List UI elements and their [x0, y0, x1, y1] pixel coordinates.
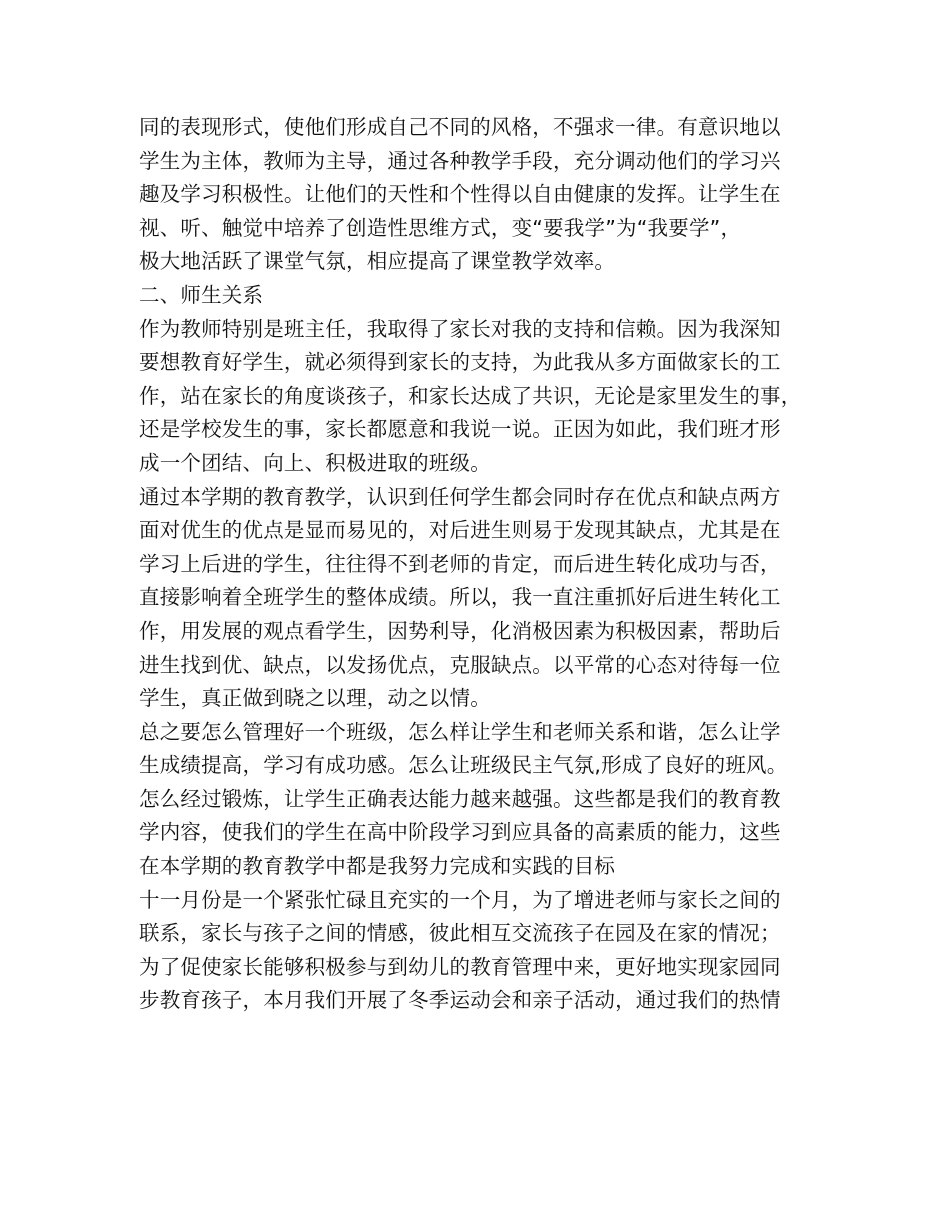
text-line: 为了促使家长能够积极参与到幼儿的教育管理中来，更好地实现家园同	[139, 954, 781, 979]
text-line: 怎么经过锻炼，让学生正确表达能力越来越强。这些都是我们的教育教	[139, 786, 781, 811]
text-line: 作，站在家长的角度谈孩子，和家长达成了共识，无论是家里发生的事，	[139, 383, 802, 408]
text-line: 成一个团结、向上、积极进取的班级。	[139, 450, 491, 475]
text-line: 总之要怎么管理好一个班级，怎么样让学生和老师关系和谐，怎么让学	[139, 719, 781, 744]
text-line: 面对优生的优点是显而易见的，对后进生则易于发现其缺点，尤其是在	[139, 518, 781, 543]
text-line: 生成绩提高，学习有成功感。怎么让班级民主气氛,形成了良好的班风。	[139, 753, 788, 778]
text-line: 进生找到优、缺点，以发扬优点，克服缺点。以平常的心态对待每一位	[139, 652, 781, 677]
text-line: 直接影响着全班学生的整体成绩。所以，我一直注重抓好后进生转化工	[139, 585, 781, 610]
text-line: 作，用发展的观点看学生，因势利导，化消极因素为积极因素，帮助后	[139, 618, 781, 643]
text-line: 在本学期的教育教学中都是我努力完成和实践的目标	[139, 854, 616, 879]
text-line: 十一月份是一个紧张忙碌且充实的一个月，为了增进老师与家长之间的	[139, 887, 781, 912]
text-line: 联系，家长与孩子之间的情感，彼此相互交流孩子在园及在家的情况；	[139, 921, 781, 946]
section-heading: 二、师生关系	[139, 282, 264, 307]
text-line: 极大地活跃了课堂气氛，相应提高了课堂教学效率。	[139, 249, 616, 274]
text-line: 步教育孩子，本月我们开展了冬季运动会和亲子活动，通过我们的热情	[139, 988, 781, 1013]
text-line: 学习上后进的学生，往往得不到老师的肯定，而后进生转化成功与否，	[139, 551, 781, 576]
text-line: 学生为主体，教师为主导，通过各种教学手段，充分调动他们的学习兴	[139, 148, 781, 173]
text-line: 趣及学习积极性。让他们的天性和个性得以自由健康的发挥。让学生在	[139, 182, 781, 207]
text-line: 还是学校发生的事，家长都愿意和我说一说。正因为如此，我们班才形	[139, 417, 781, 442]
text-line: 通过本学期的教育教学，认识到任何学生都会同时存在优点和缺点两方	[139, 484, 781, 509]
text-line: 要想教育好学生，就必须得到家长的支持，为此我从多方面做家长的工	[139, 350, 781, 375]
text-line: 同的表现形式，使他们形成自己不同的风格，不强求一律。有意识地以	[139, 115, 781, 139]
text-line: 学内容，使我们的学生在高中阶段学习到应具备的高素质的能力，这些	[139, 820, 781, 845]
text-line: 学生，真正做到晓之以理，动之以情。	[139, 686, 491, 711]
text-line: 视、听、触觉中培养了创造性思维方式，变“要我学”为“我要学”，	[139, 215, 742, 240]
document-body	[139, 111, 839, 1018]
text-line: 作为教师特别是班主任，我取得了家长对我的支持和信赖。因为我深知	[139, 316, 781, 341]
